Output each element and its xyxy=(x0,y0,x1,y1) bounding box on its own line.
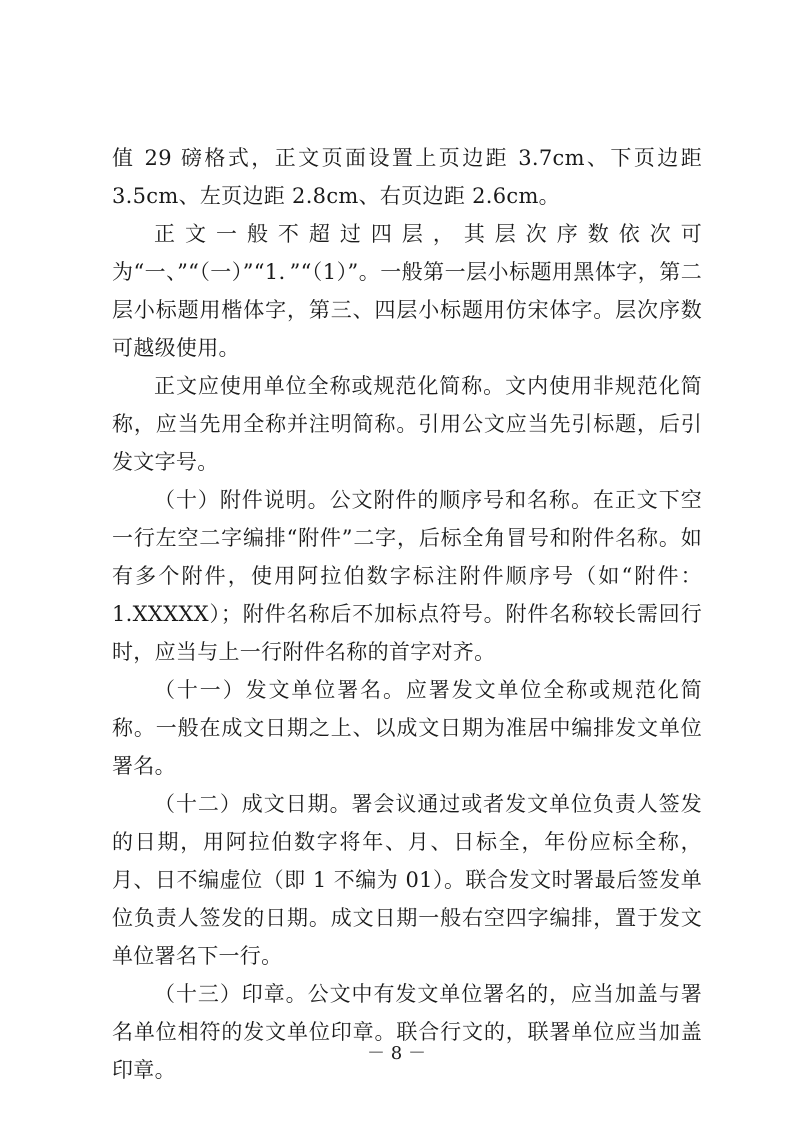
paragraph-issuer-signature: （十一）发文单位署名。应署发文单位全称或规范化简称。一般在成文日期之上、以成文日期为准居中编排发文单位署名。 xyxy=(112,678,702,778)
paragraph-seal: （十三）印章。公文中有发文单位署名的，应当加盖与署名单位相符的发文单位印章。联合行文的，联署单位应当加盖印章。 xyxy=(112,982,702,1082)
body-text xyxy=(112,139,702,1089)
paragraph-attachment-note: （十）附件说明。公文附件的顺序号和名称。在正文下空一行左空二字编排“附件”二字，后标全角冒号和附件名称。如有多个附件，使用阿拉伯数字标注附件顺序号（如“附件：1.XXXXX）；附件名称后不加标点符号。附件名称较长需回行时，应当与上一行附件名称的首字对齐。 xyxy=(112,488,702,664)
paragraph-unit-names: 正文应使用单位全称或规范化简称。文内使用非规范化简称，应当先用全称并注明简称。引用公文应当先引标题，后引发文字号。 xyxy=(112,374,702,474)
page-number: － 8 － xyxy=(367,1043,426,1064)
paragraph-heading-levels: 正文一般不超过四层，其层次序数依次可为“一、”“（一）”“1．”“（1）”。一般第一层小标题用黑体字，第二层小标题用楷体字，第三、四层小标题用仿宋体字。层次序数可越级使用。 xyxy=(112,222,702,360)
paragraph-margins: 值 29 磅格式，正文页面设置上页边距 3.7cm、下页边距 3.5cm、左页边距 2.8cm、右页边距 2.6cm。 xyxy=(112,146,702,208)
paragraph-issue-date: （十二）成文日期。署会议通过或者发文单位负责人签发的日期，用阿拉伯数字将年、月、日标全，年份应标全称，月、日不编虚位（即 1 不编为 01）。联合发文时署最后签发单位负责人签发的日期。成文日期一般右空四字编排，置于发文单位署名下一行。 xyxy=(112,792,702,968)
